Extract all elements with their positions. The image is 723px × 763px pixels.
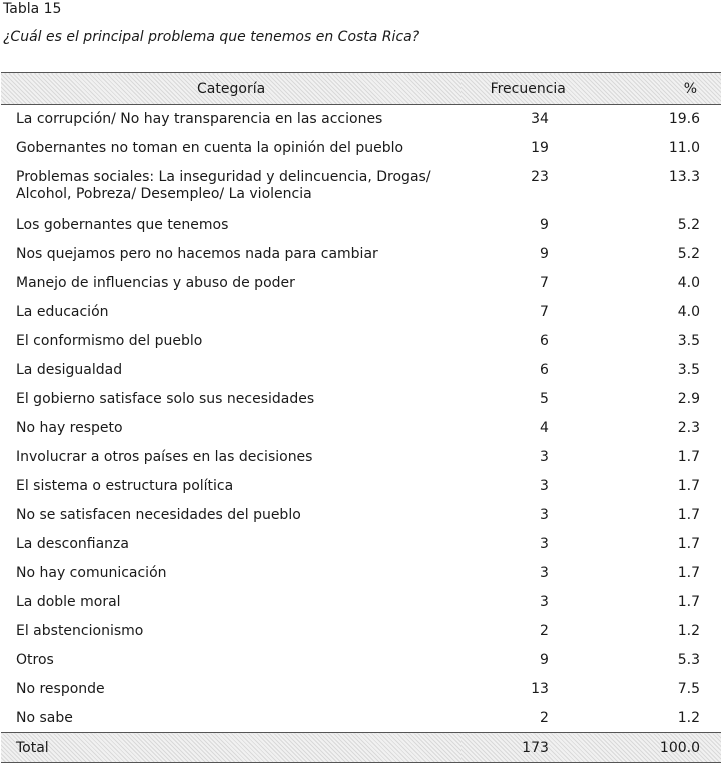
row-frequency: 3 (539, 448, 549, 465)
row-percent: 1.2 (677, 622, 700, 639)
row-frequency: 23 (531, 168, 549, 185)
row-category: Nos quejamos pero no hacemos nada para cambiar (16, 245, 378, 262)
row-frequency: 3 (539, 506, 549, 523)
total-label: Total (1, 733, 461, 763)
row-percent: 4.0 (677, 303, 700, 320)
row-percent: 1.7 (677, 593, 700, 610)
row-percent: 5.3 (677, 651, 700, 668)
table-label: Tabla 15 (3, 1, 62, 17)
row-category: Otros (16, 651, 54, 668)
row-percent: 1.2 (677, 709, 700, 726)
row-category: La corrupción/ No hay transparencia en las acciones (16, 111, 383, 127)
row-category: La desconfianza (16, 535, 129, 552)
row-percent: 1.7 (677, 535, 700, 552)
header-percent: % (660, 73, 721, 105)
row-percent: 1.7 (677, 477, 700, 494)
row-category: Los gobernantes que tenemos (16, 216, 229, 233)
header-category: Categoría (1, 73, 461, 105)
table-row (1, 559, 721, 588)
row-category: No se satisfacen necesidades del pueblo (16, 506, 301, 523)
row-category: Gobernantes no toman en cuenta la opinión del pueblo (16, 139, 404, 156)
row-frequency: 2 (539, 622, 549, 639)
row-frequency: 19 (531, 139, 549, 156)
row-frequency: 13 (531, 680, 549, 697)
row-frequency: 9 (539, 245, 549, 262)
row-percent: 2.3 (677, 419, 700, 436)
row-frequency: 9 (539, 216, 549, 233)
table-caption: ¿Cuál es el principal problema que tenemos en Costa Rica? (3, 29, 420, 45)
row-percent: 7.5 (677, 680, 700, 697)
row-percent: 3.5 (677, 361, 700, 378)
row-percent: 13.3 (668, 168, 700, 185)
row-category: La doble moral (16, 593, 121, 610)
table-header-row (1, 73, 721, 105)
table-row (1, 588, 721, 617)
row-frequency: 34 (531, 111, 549, 127)
row-percent: 1.7 (677, 448, 700, 465)
row-frequency: 7 (539, 274, 549, 291)
row-category: No responde (16, 680, 105, 697)
table-row (1, 472, 721, 501)
row-frequency: 4 (539, 419, 549, 436)
table-row (1, 105, 721, 134)
total-frequency: 173 (461, 733, 660, 763)
row-category: La educación (16, 303, 109, 320)
table-row (1, 356, 721, 385)
row-category: No sabe (16, 709, 73, 726)
table-row (1, 530, 721, 559)
row-frequency: 6 (539, 361, 549, 378)
table-row (1, 240, 721, 269)
row-category: Involucrar a otros países en las decisiones (16, 448, 313, 465)
row-percent: 4.0 (677, 274, 700, 291)
table-row (1, 646, 721, 675)
row-frequency: 2 (539, 709, 549, 726)
row-frequency: 3 (539, 564, 549, 581)
row-percent: 1.7 (677, 564, 700, 581)
row-category: El sistema o estructura política (16, 477, 234, 494)
table-row (1, 704, 721, 733)
frequency-table (1, 72, 721, 763)
row-category: No hay respeto (16, 419, 123, 436)
row-category: La desigualdad (16, 361, 123, 378)
row-category: No hay comunicación (16, 564, 167, 581)
table-row (1, 163, 721, 211)
table-row (1, 617, 721, 646)
table-row (1, 134, 721, 163)
row-percent: 5.2 (677, 245, 700, 262)
header-frequency: Frecuencia (461, 73, 660, 105)
row-frequency: 5 (539, 390, 549, 407)
row-category: Manejo de influencias y abuso de poder (16, 274, 295, 291)
row-percent: 1.7 (677, 506, 700, 523)
row-frequency: 6 (539, 332, 549, 349)
row-frequency: 3 (539, 535, 549, 552)
row-frequency: 7 (539, 303, 549, 320)
table-row (1, 327, 721, 356)
row-frequency: 3 (539, 477, 549, 494)
row-category: Problemas sociales: La inseguridad y delincuencia, Drogas/ Alcohol, Pobreza/ Desempleo/ La violencia (16, 168, 431, 202)
row-percent: 19.6 (668, 111, 700, 127)
row-percent: 3.5 (677, 332, 700, 349)
table-row (1, 443, 721, 472)
row-frequency: 9 (539, 651, 549, 668)
table-row (1, 298, 721, 327)
row-frequency: 3 (539, 593, 549, 610)
table-row (1, 211, 721, 240)
row-percent: 5.2 (677, 216, 700, 233)
table-row (1, 414, 721, 443)
table-row (1, 385, 721, 414)
table-row (1, 501, 721, 530)
table-row (1, 675, 721, 704)
row-category: El conformismo del pueblo (16, 332, 203, 349)
table-body (1, 105, 721, 733)
total-row (1, 733, 721, 763)
table-row (1, 269, 721, 298)
row-percent: 11.0 (668, 139, 700, 156)
row-percent: 2.9 (677, 390, 700, 407)
row-category: El gobierno satisface solo sus necesidades (16, 390, 315, 407)
row-category: El abstencionismo (16, 622, 144, 639)
total-percent: 100.0 (660, 733, 721, 763)
